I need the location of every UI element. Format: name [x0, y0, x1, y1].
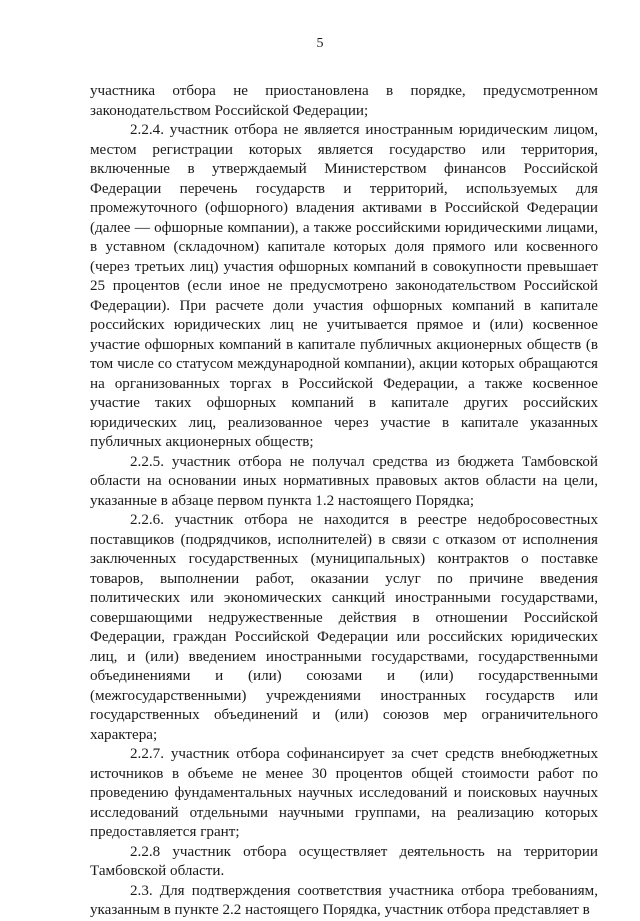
- paragraph-2-2-4: 2.2.4. участник отбора не является иностранным юридическим лицом, местом регистрации которых является государство или территория, включенные в утверждаемый Министерством финансов Российской Федерации перечень государств и территорий, используемых для промежуточного (офшорного) владения активами в Российской Федерации (далее — офшорные компании), а также российскими юридическими лицами, в уставном (складочном) капитале которых доля прямого или косвенного (через третьих лиц) участия офшорных компаний в совокупности превышает 25 процентов (если иное не предусмотрено законодательством Российской Федерации). При расчете доли участия офшорных компаний в капитале российских юридических лиц не учитывается прямое и (или) косвенное участие офшорных компаний в капитале публичных акционерных обществ (в том числе со статусом международной компании), акции которых обращаются на организованных торгах в Российской Федерации, а также косвенное участие таких офшорных компаний в капитале других российских юридических лиц, реализованное через участие в капитале указанных публичных акционерных обществ;: [90, 122, 598, 450]
- page-number: 5: [316, 36, 324, 51]
- paragraph-2-2-5: 2.2.5. участник отбора не получал средства из бюджета Тамбовской области на основании иных нормативных правовых актов области на цели, указанные в абзаце первом пункта 1.2 настоящего Порядка;: [90, 453, 598, 509]
- paragraph-2-3: 2.3. Для подтверждения соответствия участника отбора требованиям, указанным в пункте 2.2 настоящего Порядка, участник отбора представляет в: [90, 882, 598, 918]
- paragraph-2-2-6: 2.2.6. участник отбора не находится в реестре недобросовестных поставщиков (подрядчиков, исполнителей) в связи с отказом от исполнения заключенных государственных (муниципальных) контрактов о поставке товаров, выполнении работ, оказании услуг по причине введения политических или экономических санкций иностранными государствами, совершающими недружественные действия в отношении Российской Федерации, граждан Российской Федерации или российских юридических лиц, и (или) введением иностранными государствами, государственными объединениями и (или) союзами и (или) государственными (межгосударственными) учреждениями иностранных государств или государственных объединений и (или) союзов мер ограничительного характера;: [90, 512, 598, 743]
- paragraph-2-2-7: 2.2.7. участник отбора софинансирует за счет средств внебюджетных источников в объеме не менее 30 процентов общей стоимости работ по проведению фундаментальных научных исследований и поисковых научных исследований отдельными научными группами, на реализацию которых предоставляется грант;: [90, 746, 598, 840]
- paragraph-2-2-8: 2.2.8 участник отбора осуществляет деятельность на территории Тамбовской области.: [90, 843, 598, 879]
- paragraph-continuation: участника отбора не приостановлена в порядке, предусмотренном законодательством Российской Федерации;: [90, 83, 598, 119]
- document-body: [90, 82, 598, 921]
